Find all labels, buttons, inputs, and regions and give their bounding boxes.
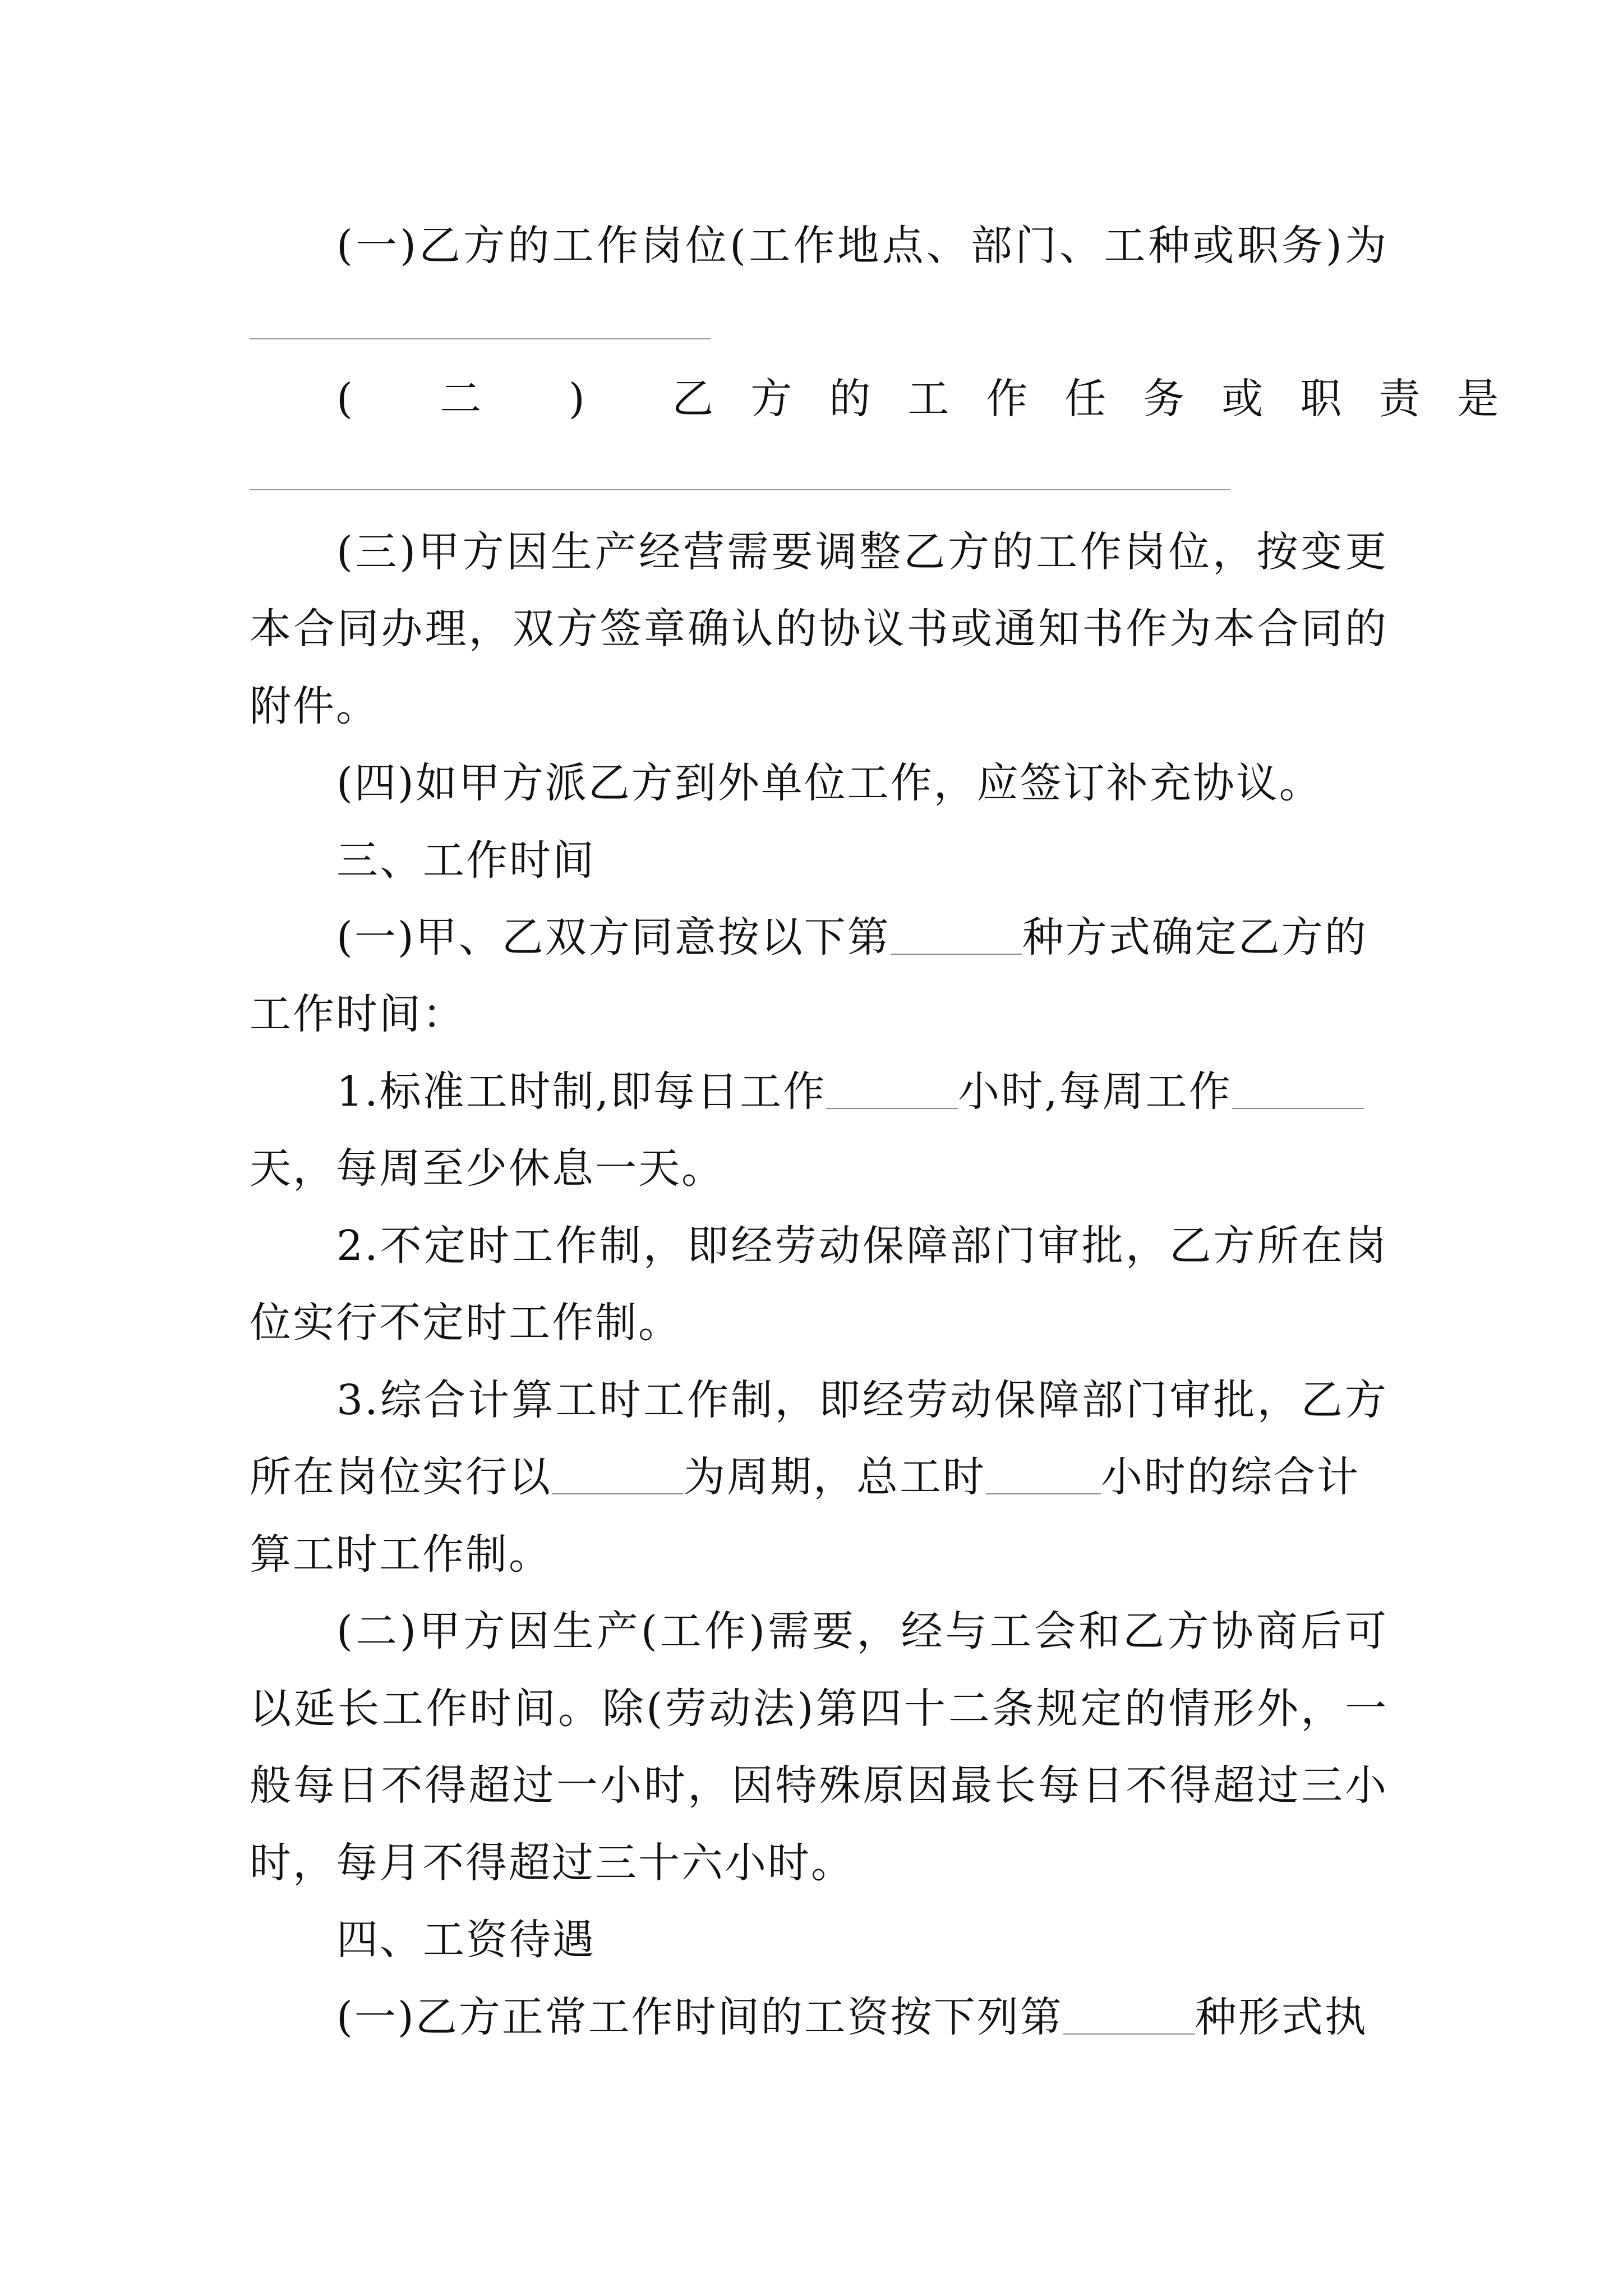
option-1-text-b: 小时,每周工作 (958, 1068, 1232, 1116)
option-3-line-2 (250, 1451, 1388, 1503)
fill-in-line-job-post[interactable] (250, 338, 711, 339)
option-3-text-a: 所在岗位实行以 (250, 1453, 552, 1501)
blank-wage-form[interactable] (1063, 1994, 1195, 2035)
clause-2-3-line-2: 本合同办理，双方签章确认的协议书或通知书作为本合同的 (250, 605, 1388, 653)
clause-4-1-text-a: (一)乙方正常工作时间的工资按下列第 (336, 1993, 1063, 2041)
blank-days-per-week[interactable] (1232, 1069, 1364, 1109)
option-1-line-1 (336, 1066, 1388, 1117)
clause-3-1-line-2: 工作时间： (250, 990, 465, 1038)
clause-3-2-line-2: 以延长工作时间。除(劳动法)第四十二条规定的情形外，一 (250, 1685, 1388, 1733)
blank-hours-per-day[interactable] (826, 1069, 958, 1109)
option-1-text-a: 1.标准工时制,即每日工作 (336, 1068, 827, 1116)
clause-3-1-text-b: 种方式确定乙方的 (1022, 913, 1368, 961)
option-1-line-2: 天，每周至少休息一天。 (250, 1144, 725, 1193)
clause-2-4: (四)如甲方派乙方到外单位工作，应签订补充协议。 (336, 759, 1322, 807)
option-2-line-2: 位实行不定时工作制。 (250, 1299, 681, 1347)
clause-4-1-line-1 (336, 1991, 1388, 2043)
option-2-line-1: 2.不定时工作制，即经劳动保障部门审批，乙方所在岗 (336, 1222, 1388, 1270)
blank-period[interactable] (552, 1454, 684, 1494)
clause-4-1-text-b: 种形式执 (1195, 1993, 1368, 2041)
clause-2-1-job-post: (一)乙方的工作岗位(工作地点、部门、工种或职务)为 (336, 222, 1388, 270)
clause-3-2-line-3: 般每日不得超过一小时，因特殊原因最长每日不得超过三小 (250, 1761, 1388, 1810)
clause-2-3-line-3: 附件。 (250, 682, 379, 730)
option-3-text-c: 小时的综合计 (1101, 1453, 1360, 1501)
clause-3-1-line-1 (336, 912, 1388, 963)
clause-2-2-duties: ( 二 ) 乙方的工作任务或职责是 (336, 375, 1536, 423)
clause-3-1-text-a: (一)甲、乙双方同意按以下第 (336, 913, 891, 961)
clause-2-3-line-1: (三)甲方因生产经营需要调整乙方的工作岗位，按变更 (336, 528, 1388, 576)
clause-3-2-line-4: 时，每月不得超过三十六小时。 (250, 1839, 854, 1887)
option-3-line-1: 3.综合计算工时工作制，即经劳动保障部门审批，乙方 (336, 1376, 1388, 1424)
blank-working-time-mode[interactable] (891, 914, 1022, 955)
blank-total-hours[interactable] (986, 1454, 1101, 1494)
section-4-heading: 四、工资待遇 (336, 1916, 596, 1964)
section-3-heading: 三、工作时间 (336, 836, 596, 885)
option-3-line-3: 算工时工作制。 (250, 1530, 552, 1579)
fill-in-line-duties[interactable] (250, 489, 1230, 490)
clause-3-2-line-1: (二)甲方因生产(工作)需要，经与工会和乙方协商后可 (336, 1607, 1388, 1655)
option-3-text-b: 为周期，总工时 (684, 1453, 986, 1501)
